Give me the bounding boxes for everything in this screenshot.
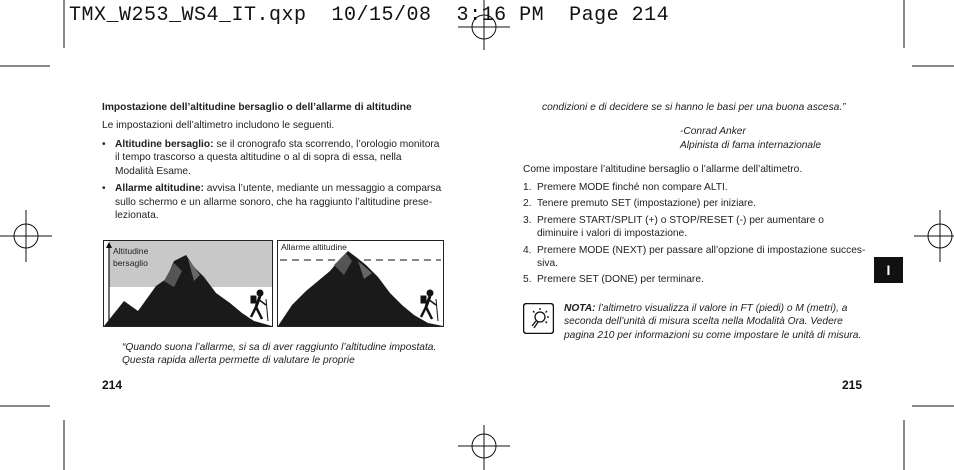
mountain-icon <box>278 241 443 326</box>
quote-continuation: condizioni e di decidere se si hanno le basi per una buona ascesa.” <box>542 102 846 113</box>
list-item <box>102 138 442 178</box>
note-lightbulb-icon <box>523 303 554 334</box>
step-text: Premere MODE (NEXT) per passare all’opzione di impostazione succes-siva. <box>537 244 866 270</box>
steps-list <box>523 181 867 290</box>
list-item <box>523 214 867 241</box>
list-item <box>523 197 867 210</box>
note-text <box>564 302 874 342</box>
step-text: Premere START/SPLIT (+) o STOP/RESET (-) per aumentare o diminuire i valori di impostazione. <box>537 214 824 240</box>
page-number-left: 214 <box>102 378 123 392</box>
list-item <box>523 181 867 194</box>
list-item <box>523 244 867 271</box>
intro-text: Le impostazioni dell’altimetro includono le seguenti. <box>102 120 335 131</box>
figure-label-line2: bersaglio <box>113 258 148 268</box>
quote-attribution-title: Alpinista di fama internazionale <box>680 140 822 151</box>
bullet-term: Allarme altitudine: <box>115 183 204 195</box>
quote-attribution-name: -Conrad Anker <box>680 126 746 137</box>
figure-label-line1: Altitudine <box>113 246 149 256</box>
section-tab: I <box>874 257 903 283</box>
bullet-text: se il cronografo sta scorrendo, l’orologio monitora il tempo trascorso a questa altitudine o al di sopra di essa, nella Modalità Esame. <box>115 139 440 177</box>
list-item <box>102 182 442 222</box>
altitude-alarm-illustration <box>277 240 444 327</box>
step-number: 3. <box>523 214 532 226</box>
step-number: 5. <box>523 274 532 286</box>
step-number: 4. <box>523 244 532 256</box>
bullet-text: avvisa l’utente, mediante un messaggio a comparsa sullo schermo e un allarme sonoro, che ha raggiunto l’altitudine prese-lezionata. <box>115 183 442 222</box>
note-label: NOTA: <box>564 303 596 314</box>
step-text: Premere SET (DONE) per terminare. <box>537 274 704 286</box>
settings-list <box>102 138 442 226</box>
step-number: 2. <box>523 198 532 210</box>
list-item <box>523 273 867 286</box>
instructions-intro: Come impostare l’altitudine bersaglio o l’allarme dell’altimetro. <box>523 164 803 175</box>
bullet-term: Altitudine bersaglio: <box>115 139 214 150</box>
step-text: Premere MODE finché non compare ALTI. <box>537 182 728 193</box>
target-altitude-illustration <box>103 240 273 327</box>
page-number-right: 215 <box>842 378 863 392</box>
note-body: l’altimetro visualizza il valore in FT (piedi) o M (metri), a seconda dell’unità di misura scelta nella Modalità Ora. Vedere pagina 210 per informazioni su come impostare le unità di misura. <box>564 303 862 341</box>
quote-text: “Quando suona l’allarme, si sa di aver raggiunto l’altitudine impostata. Questa rapida allerta permette di valutare le proprie <box>122 342 437 367</box>
step-text: Tenere premuto SET (impostazione) per iniziare. <box>537 198 756 210</box>
slug-line: TMX_W253_WS4_IT.qxp 10/15/08 3:16 PM Page 214 <box>69 4 670 27</box>
section-heading: Impostazione dell’altitudine bersaglio o dell’allarme di altitudine <box>102 102 412 113</box>
step-number: 1. <box>523 182 532 193</box>
figure-label: Allarme altitudine <box>281 242 347 252</box>
